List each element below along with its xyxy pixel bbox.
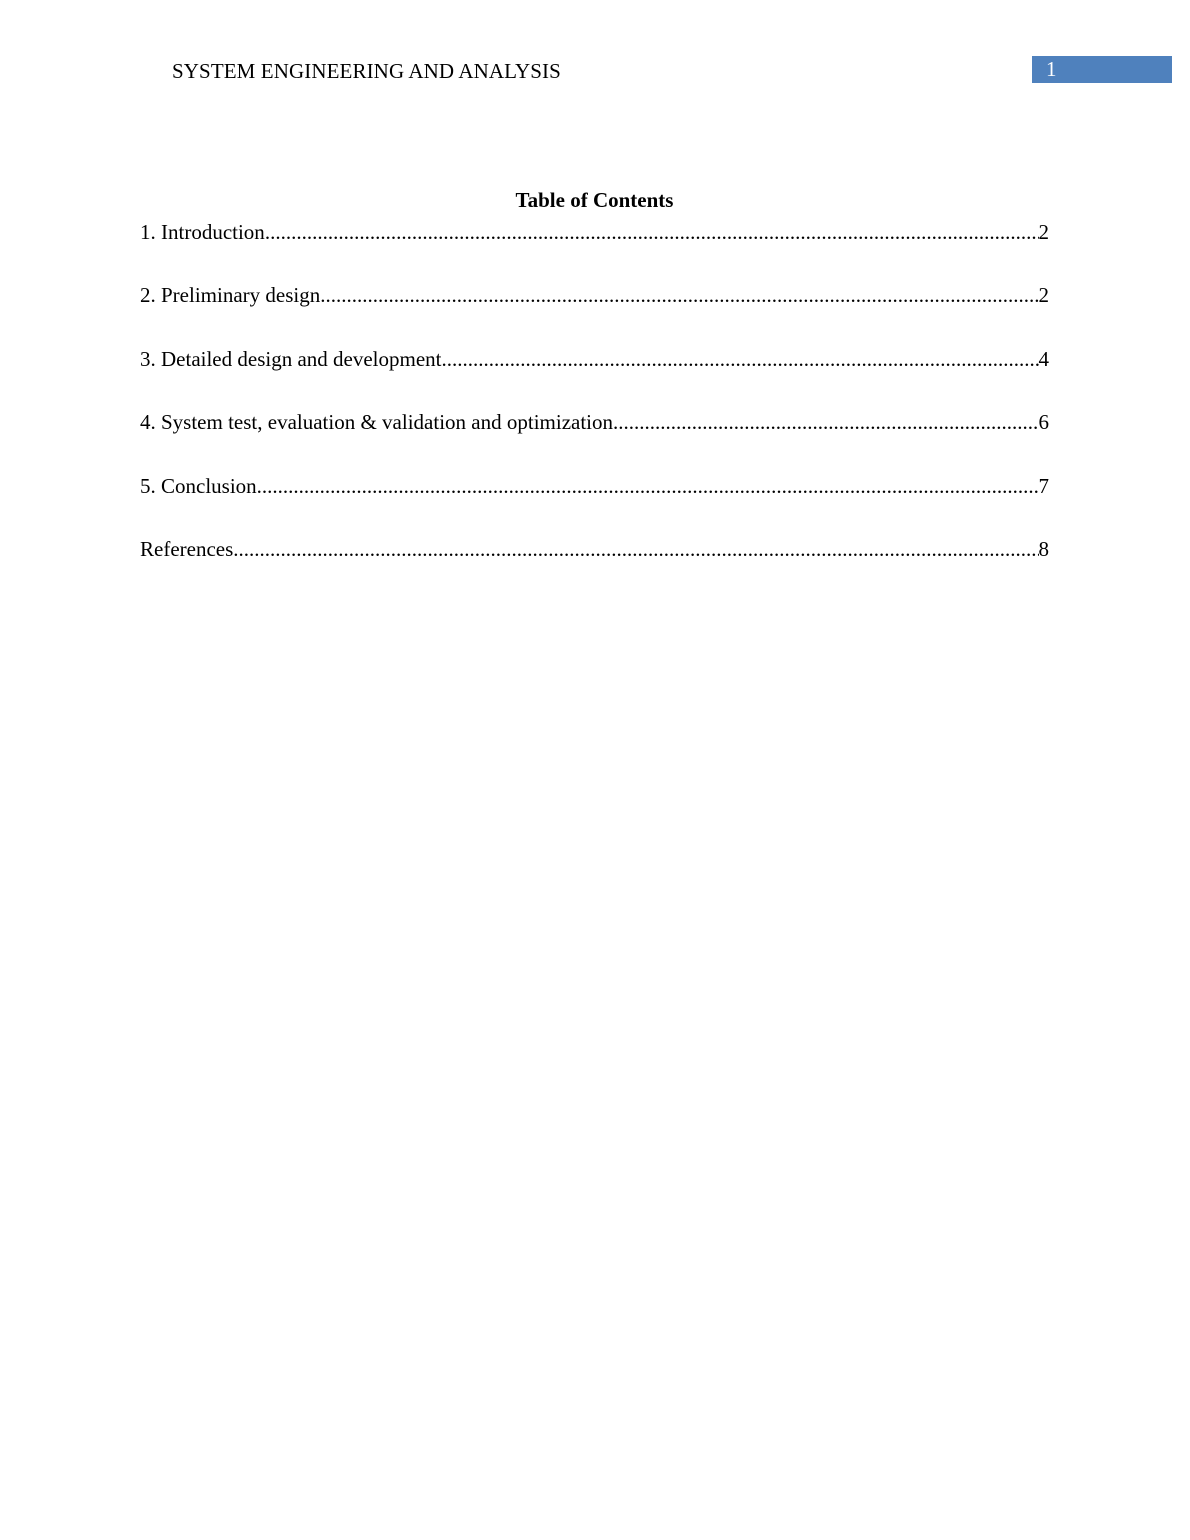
toc-entry-label[interactable]: References [140,536,234,561]
toc-entry-system-test[interactable] [140,408,1049,436]
toc-dot-leader [265,218,1039,246]
toc-entry-page[interactable]: 8 [1038,536,1049,561]
table-of-contents [140,186,1049,598]
toc-entry-label[interactable]: 3. Detailed design and development [140,346,442,371]
toc-entry-page[interactable]: 2 [1038,283,1049,308]
page-header [0,0,1190,100]
toc-dot-leader [233,535,1038,563]
toc-dot-leader [257,472,1039,500]
page-number-badge [1032,56,1172,83]
toc-entry-label[interactable]: 4. System test, evaluation & validation and optimization [140,410,614,435]
toc-entry-conclusion[interactable] [140,472,1049,500]
toc-entry-label[interactable]: 1. Introduction [140,220,265,244]
toc-entry-page[interactable]: 6 [1038,410,1049,435]
toc-entry-label[interactable]: 2. Preliminary design [140,283,321,308]
running-head-title: SYSTEM ENGINEERING AND ANALYSIS [172,59,561,83]
toc-dot-leader [442,345,1039,373]
toc-entry-page[interactable]: 4 [1038,346,1049,371]
toc-list [140,218,1049,563]
toc-entry-label[interactable]: 5. Conclusion [140,473,257,498]
toc-entry-page[interactable]: 7 [1038,473,1049,498]
toc-entry-detailed-design[interactable] [140,345,1049,373]
toc-dot-leader [613,408,1038,436]
toc-entry-introduction[interactable] [140,218,1049,246]
toc-entry-references[interactable] [140,535,1049,563]
page-number: 1 [1046,57,1057,81]
toc-heading: Table of Contents [515,188,674,212]
toc-entry-page[interactable]: 2 [1038,220,1049,244]
toc-entry-preliminary-design[interactable] [140,281,1049,309]
toc-dot-leader [320,281,1038,309]
